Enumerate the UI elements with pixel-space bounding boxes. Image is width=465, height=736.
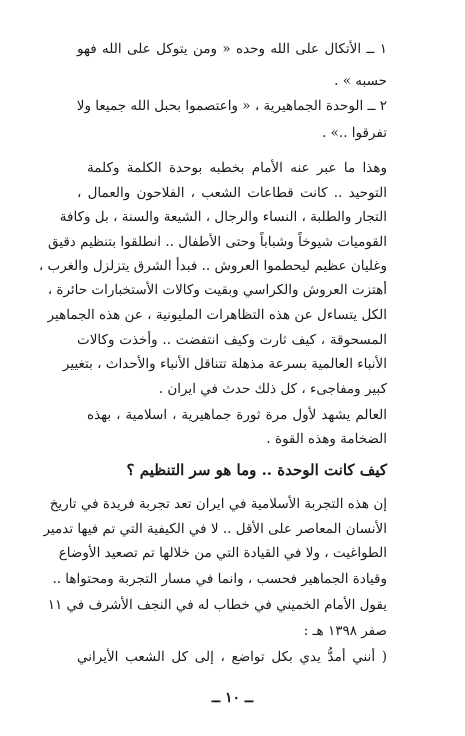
text-line: العالم يشهد لأول مرة ثورة جماهيرية ، اسلامية ، بهذه <box>87 407 387 423</box>
text-line: المسحوقة ، كيف ثارت وكيف انتفضت .. وأخذت وكالات <box>77 332 387 348</box>
text-line: كبير ومفاجىء ، كل ذلك حدث في ايران . <box>158 381 387 397</box>
text-line: وقيادة الجماهير فحسب ، وانما في مسار التجربة ومحتواها .. <box>52 571 387 587</box>
text-line: التوحيد .. كانت قطاعات الشعب ، الفلاحون والعمال ، <box>77 185 387 201</box>
text-line: الأنباء العالمية بسرعة مذهلة تتناقل الأنباء والأحداث ، بتغيير <box>62 356 387 372</box>
text-line: الأنسان المعاصر على الأقل .. لا في الكيفية التي تم فيها تدمير <box>43 521 387 537</box>
text-line: حسبه » . <box>334 73 387 89</box>
text-line: صفر ١٣٩٨ هـ : <box>303 623 387 639</box>
text-line: الكل يتساءل عن هذه التظاهرات المليونية ، عن هذه الجماهير <box>47 307 387 323</box>
text-line: الضخامة وهذه القوة . <box>266 431 387 447</box>
text-line: القوميات شيوخاً وشباباً وحتى الأطفال .. انطلقوا بتنظيم دقيق <box>48 234 387 250</box>
text-line: تفرقوا ..» . <box>322 125 387 141</box>
page-number: ــ ١٠ ــ <box>211 690 254 706</box>
text-line: ١ ــ الأتكال على الله وحده « ومن يتوكل على الله فهو <box>77 41 387 57</box>
text-line: أهتزت العروش والكراسي وبقيت وكالات الأستخبارات حائرة ، <box>47 282 387 298</box>
text-line: إن هذه التجربة الأسلامية في ايران تعد تجربة فريدة في تاريخ <box>49 496 387 512</box>
text-line: ٢ ــ الوحدة الجماهيرية ، « واعتصموا بحبل الله جميعا ولا <box>76 98 387 114</box>
text-line: التجار والطلبة ، النساء والرجال ، الشيعة والسنة ، بل وكافة <box>59 209 387 225</box>
text-line: ( أنني أمدُّ يدي بكل تواضع ، إلى كل الشعب الأيراني <box>77 649 387 665</box>
text-line: وهذا ما عبر عنه الأمام بخطبه بوحدة الكلمة وكلمة <box>87 160 387 176</box>
section-heading: كيف كانت الوحدة .. وما هو سر التنظيم ؟ <box>126 461 387 479</box>
text-line: وغليان عظيم ليحطموا العروش .. فبدأ الشرق يتزلزل والغرب ، <box>38 258 387 274</box>
text-line: الطواغيت ، ولا في القيادة التي من خلالها تم تصعيد الأوضاع <box>58 545 387 561</box>
text-line: يقول الأمام الخميني في خطاب له في النجف الأشرف في ١١ <box>47 597 387 613</box>
